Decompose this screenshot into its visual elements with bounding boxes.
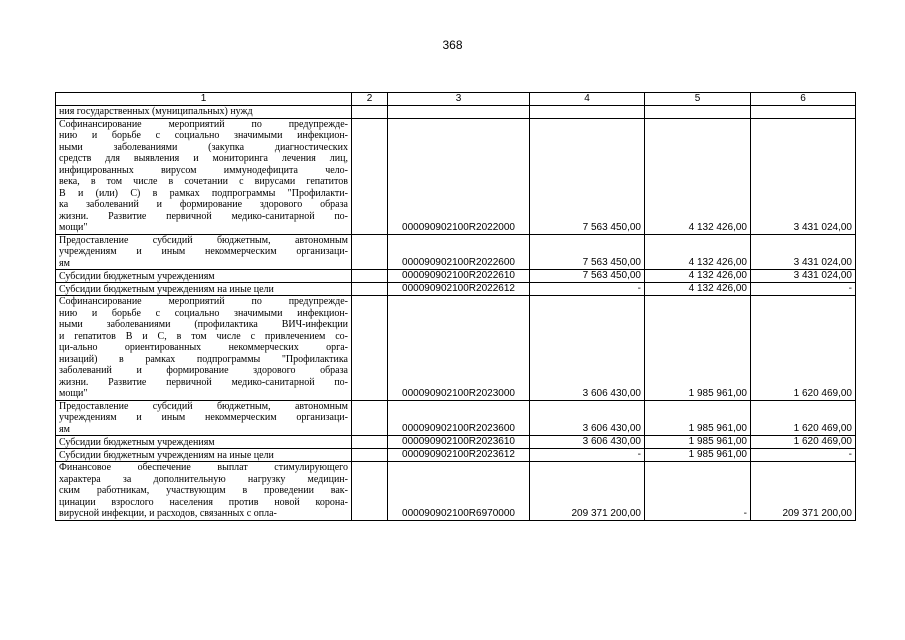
description-line: Финансовое обеспечение выплат стимулирующего — [59, 462, 348, 473]
row-column-2 — [352, 234, 388, 270]
amount-column-5: 1 985 961,00 — [645, 449, 751, 462]
table-row — [56, 234, 856, 270]
amount-column-4: 209 371 200,00 — [530, 462, 645, 521]
table-row — [56, 270, 856, 283]
description-line: Субсидии бюджетным учреждениям — [59, 436, 215, 448]
amount-column-6: 3 431 024,00 — [751, 270, 856, 283]
amount-column-5: 4 132 426,00 — [645, 234, 751, 270]
budget-code: 000090902100R2022610 — [388, 270, 530, 283]
amount-column-5 — [645, 106, 751, 119]
row-column-2 — [352, 449, 388, 462]
description-line: ци-ально ориентированных некоммерческих орга- — [59, 342, 348, 353]
description-line: заболеваний и формирование здорового образа — [59, 365, 348, 376]
row-column-2 — [352, 118, 388, 234]
row-description — [56, 234, 352, 270]
amount-column-4: 3 606 430,00 — [530, 296, 645, 401]
amount-column-4: - — [530, 449, 645, 462]
description-line: века, в том числе в сочетании с вирусами гепатитов — [59, 176, 348, 187]
row-column-2 — [352, 283, 388, 296]
table-header-row — [56, 93, 856, 106]
amount-column-6: 3 431 024,00 — [751, 234, 856, 270]
amount-column-6: - — [751, 283, 856, 296]
budget-code: 000090902100R2022600 — [388, 234, 530, 270]
column-header-5: 5 — [645, 93, 751, 106]
row-column-2 — [352, 270, 388, 283]
row-column-2 — [352, 106, 388, 119]
table-row — [56, 296, 856, 401]
amount-column-6: 1 620 469,00 — [751, 400, 856, 436]
amount-column-6: 3 431 024,00 — [751, 118, 856, 234]
amount-column-5: - — [645, 462, 751, 521]
column-header-2: 2 — [352, 93, 388, 106]
amount-column-5: 4 132 426,00 — [645, 270, 751, 283]
description-line: нию и борьбе с социально значимыми инфекцион- — [59, 307, 348, 319]
description-line: нию и борьбе с социально значимыми инфекцион- — [59, 130, 348, 141]
description-line: ям — [59, 257, 70, 269]
amount-column-5: 1 985 961,00 — [645, 400, 751, 436]
description-line: средств для выявления и мониторинга лечения лиц, — [59, 153, 348, 164]
budget-code: 000090902100R2022612 — [388, 283, 530, 296]
row-description — [56, 462, 352, 521]
description-line: ям — [59, 423, 70, 435]
amount-column-6: 1 620 469,00 — [751, 296, 856, 401]
row-description — [56, 436, 352, 449]
description-line: вирусной инфекции, и расходов, связанных с опла- — [59, 508, 277, 519]
description-line: жизни. Развитие первичной медико-санитарной по- — [59, 210, 348, 222]
row-column-2 — [352, 462, 388, 521]
budget-code: 000090902100R2023612 — [388, 449, 530, 462]
description-line: и гепатитов В и С, в том числе с привлечением со- — [59, 330, 348, 342]
budget-table — [55, 92, 856, 521]
amount-column-4 — [530, 106, 645, 119]
description-line: Субсидии бюджетным учреждениям на иные цели — [59, 449, 274, 461]
amount-column-5: 4 132 426,00 — [645, 283, 751, 296]
table-row — [56, 462, 856, 521]
description-line: цинации взрослого населения против новой корона- — [59, 496, 348, 508]
budget-code: 000090902100R6970000 — [388, 462, 530, 521]
row-description — [56, 296, 352, 401]
amount-column-6 — [751, 106, 856, 119]
table-body — [56, 106, 856, 521]
description-line: Субсидии бюджетным учреждениям — [59, 270, 215, 282]
row-description — [56, 449, 352, 462]
budget-code — [388, 106, 530, 119]
description-line: ка заболеваний и формирование здорового образа — [59, 199, 348, 210]
description-line: Софинансирование мероприятий по предупрежде- — [59, 118, 348, 130]
amount-column-4: 3 606 430,00 — [530, 400, 645, 436]
budget-code: 000090902100R2022000 — [388, 118, 530, 234]
amount-column-5: 1 985 961,00 — [645, 296, 751, 401]
column-header-6: 6 — [751, 93, 856, 106]
amount-column-6: - — [751, 449, 856, 462]
table-row — [56, 106, 856, 119]
column-header-1: 1 — [56, 93, 352, 106]
row-column-2 — [352, 436, 388, 449]
description-line: Предоставление субсидий бюджетным, автономным — [59, 400, 348, 412]
description-line: мощи" — [59, 388, 88, 399]
description-line: Субсидии бюджетным учреждениям на иные цели — [59, 283, 274, 295]
description-line: инфицированных вирусом иммунодефицита чело- — [59, 164, 348, 176]
amount-column-4: 7 563 450,00 — [530, 234, 645, 270]
description-line: Предоставление субсидий бюджетным, автономным — [59, 234, 348, 246]
row-column-2 — [352, 296, 388, 401]
amount-column-6: 209 371 200,00 — [751, 462, 856, 521]
table-row — [56, 400, 856, 436]
row-description — [56, 400, 352, 436]
amount-column-5: 1 985 961,00 — [645, 436, 751, 449]
table-row — [56, 449, 856, 462]
row-column-2 — [352, 400, 388, 436]
amount-column-4: 7 563 450,00 — [530, 270, 645, 283]
column-header-4: 4 — [530, 93, 645, 106]
table-row — [56, 283, 856, 296]
description-line: ными заболеваниями (профилактика ВИЧ-инфекции — [59, 319, 348, 330]
page-number: 368 — [442, 38, 463, 52]
description-line: ния государственных (муниципальных) нужд — [59, 106, 253, 117]
description-line: характера за дополнительную нагрузку медицин- — [59, 473, 348, 485]
description-line: В и (или) С) в рамках подпрограммы "Профилакти- — [59, 187, 348, 199]
table-row — [56, 118, 856, 234]
budget-code: 000090902100R2023600 — [388, 400, 530, 436]
amount-column-6: 1 620 469,00 — [751, 436, 856, 449]
row-description — [56, 106, 352, 119]
table-row — [56, 436, 856, 449]
budget-code: 000090902100R2023610 — [388, 436, 530, 449]
description-line: ными заболеваниями (закупка диагностических — [59, 141, 348, 153]
amount-column-4: - — [530, 283, 645, 296]
amount-column-4: 7 563 450,00 — [530, 118, 645, 234]
description-line: жизни. Развитие первичной медико-санитарной по- — [59, 376, 348, 388]
row-description — [56, 118, 352, 234]
description-line: учреждениям и иным некоммерческим организаци- — [59, 412, 348, 423]
row-description — [56, 270, 352, 283]
description-line: низаций) в рамках подпрограммы "Профилактика — [59, 353, 348, 365]
description-line: ским работникам, участвующим в проведении вак- — [59, 485, 348, 496]
description-line: учреждениям и иным некоммерческим организаци- — [59, 246, 348, 257]
column-header-3: 3 — [388, 93, 530, 106]
amount-column-5: 4 132 426,00 — [645, 118, 751, 234]
description-line: мощи" — [59, 222, 88, 233]
budget-code: 000090902100R2023000 — [388, 296, 530, 401]
row-description — [56, 283, 352, 296]
amount-column-4: 3 606 430,00 — [530, 436, 645, 449]
description-line: Софинансирование мероприятий по предупрежде- — [59, 296, 348, 307]
